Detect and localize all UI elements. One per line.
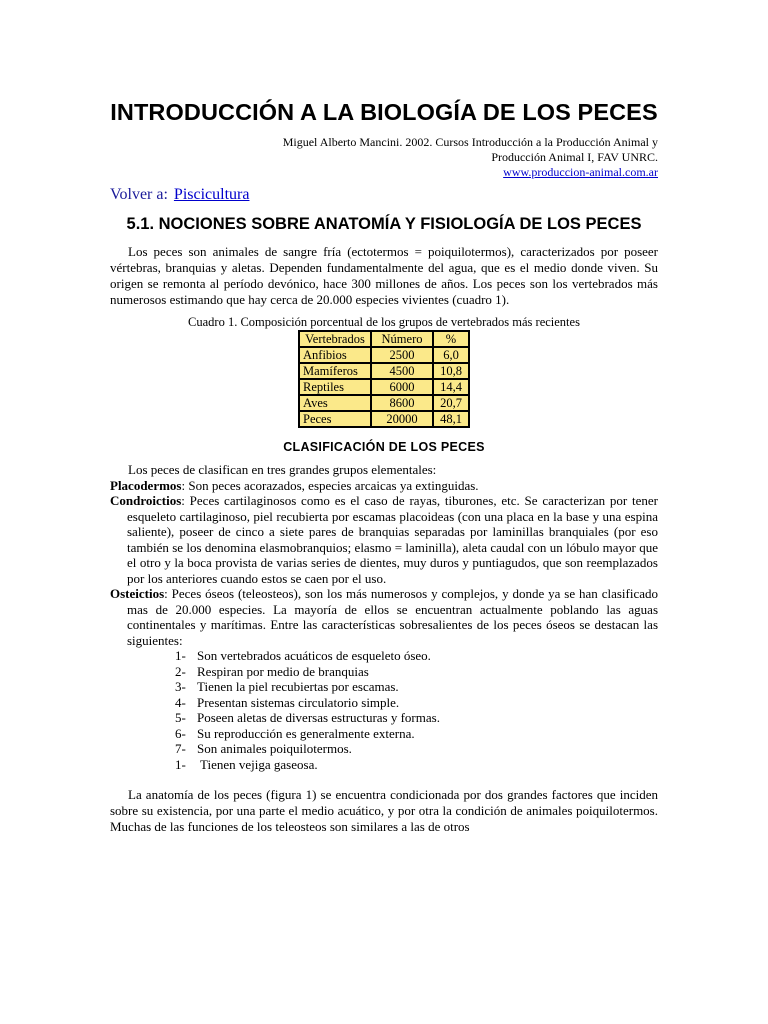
list-number: 2-: [175, 663, 186, 679]
list-number: 3-: [175, 679, 186, 694]
list-text: Tienen la piel recubiertas por escamas.: [197, 679, 399, 694]
intro-paragraph: Los peces son animales de sangre fría (ectotermos = poiquilotermos), caracterizados por poseer vértebras, branquias y aletas. Dependen fundamentalmente del agua, que es el medio donde viven. Su origen se remonta al período devónico, hace 300 millones de años. Los peces son los vertebrados más numerosos estimando que hay cerca de 20.000 especies vivientes (cuadro 1).: [110, 244, 658, 307]
header-vertebrados: Vertebrados: [299, 331, 371, 347]
list-text: Respiran por medio de branquias: [197, 663, 369, 679]
source-url-link[interactable]: www.produccion-animal.com.ar: [503, 165, 658, 179]
table-row: [299, 363, 469, 379]
document-page: [110, 0, 658, 835]
list-text: Son animales poiquilotermos.: [197, 741, 352, 756]
list-text: Presentan sistemas circulatorio simple.: [197, 694, 400, 710]
header-numero: Número: [371, 331, 433, 347]
group-osteictios: [110, 586, 658, 648]
list-number: 1-: [175, 648, 186, 663]
header-percent: %: [433, 331, 469, 347]
cell-percent: 14,4: [433, 379, 469, 395]
page-title: INTRODUCCIÓN A LA BIOLOGÍA DE LOS PECES: [110, 99, 658, 125]
cell-group: Mamíferos: [299, 363, 371, 379]
list-number: 4-: [175, 694, 186, 710]
cell-group: Reptiles: [299, 379, 371, 395]
vertebrates-table: [298, 330, 470, 428]
cell-number: 2500: [371, 347, 433, 363]
back-label: Volver a:: [110, 186, 168, 203]
group-text: : Son peces acorazados, especies arcaicas ya extinguidas.: [181, 477, 479, 493]
group-term: Placodermos: [110, 477, 182, 493]
list-number: 1-: [175, 756, 186, 772]
cell-percent: 10,8: [433, 363, 469, 379]
piscicultura-link[interactable]: Piscicultura: [173, 186, 250, 203]
cell-number: 20000: [371, 411, 433, 427]
group-text: : Peces óseos (teleosteos), son los más numerosos y complejos, y donde ya se han clasificado mas de 20.000 especies. La mayoría de ellos se encuentran actualmente poblando las aguas continentales y marítimas. Entre las características sobresalientes de los peces óseos se destacan las siguientes:: [127, 586, 658, 648]
table-row: [299, 379, 469, 395]
list-number: 6-: [175, 725, 186, 741]
cell-number: 6000: [371, 379, 433, 395]
list-item: [175, 757, 658, 773]
cell-number: 8600: [371, 395, 433, 411]
group-term: Osteictios: [110, 586, 165, 601]
list-item: [175, 679, 658, 695]
group-condroictios: [110, 493, 658, 586]
list-item: [175, 648, 658, 664]
cell-percent: 20,7: [433, 395, 469, 411]
list-item: [175, 741, 658, 757]
classification-title: CLASIFICACIÓN DE LOS PECES: [283, 440, 485, 454]
table-caption: Cuadro 1. Composición porcentual de los grupos de vertebrados más recientes: [188, 315, 580, 329]
cell-percent: 48,1: [433, 411, 469, 427]
cell-group: Aves: [299, 395, 371, 411]
list-number: 7-: [175, 741, 186, 756]
group-text: : Peces cartilaginosos como es el caso de rayas, tiburones, etc. Se caracterizan por tener esqueleto cartilaginoso, piel recubierta por escamas placoideas (con una placa en la base y una espina saliente), poseer de cinco a siete pares de branquias separadas por laminillas branquiales (por eso también se los denomina elasmobranquios; elasmo = laminilla), aleta caudal con un lóbulo mayor que el otro y la boca provista de varias series de dientes, muy duros y puntiagudos, que son reemplazados por los anteriores cuando estos se caen por el uso.: [127, 493, 658, 586]
list-text: Son vertebrados acuáticos de esqueleto óseo.: [197, 648, 431, 663]
list-item: [175, 726, 658, 742]
list-item: [175, 695, 658, 711]
table-header-row: [299, 331, 469, 347]
cell-group: Anfibios: [299, 347, 371, 363]
cell-percent: 6,0: [433, 347, 469, 363]
list-item: [175, 664, 658, 680]
classification-intro: Los peces de clasifican en tres grandes grupos elementales:: [128, 462, 437, 477]
byline: [110, 135, 658, 180]
list-text: Poseen aletas de diversas estructuras y formas.: [197, 710, 440, 725]
list-item: [175, 710, 658, 726]
characteristics-list: [110, 648, 658, 772]
byline-line-1: Miguel Alberto Mancini. 2002. Cursos Introducción a la Producción Animal y: [282, 135, 658, 149]
list-text: Tienen vejiga gaseosa.: [197, 756, 318, 772]
cell-number: 4500: [371, 363, 433, 379]
byline-line-2: Producción Animal I, FAV UNRC.: [491, 150, 658, 164]
table-row: [299, 347, 469, 363]
group-term: Condroictios: [110, 493, 182, 508]
back-nav: [110, 186, 658, 204]
table-row: [299, 411, 469, 427]
group-placodermos: [110, 478, 658, 494]
section-title: 5.1. NOCIONES SOBRE ANATOMÍA Y FISIOLOGÍA DE LOS PECES: [126, 215, 642, 233]
cell-group: Peces: [299, 411, 371, 427]
anatomy-paragraph: La anatomía de los peces (figura 1) se encuentra condicionada por dos grandes factores que inciden sobre su existencia, por una parte el medio acuático, y por otra la condición de animales poiquilotermos. Muchas de las funciones de los teleosteos son similares a las de otros: [110, 787, 658, 834]
table-row: [299, 395, 469, 411]
list-text: Su reproducción es generalmente externa.: [197, 725, 415, 741]
list-number: 5-: [175, 710, 186, 725]
